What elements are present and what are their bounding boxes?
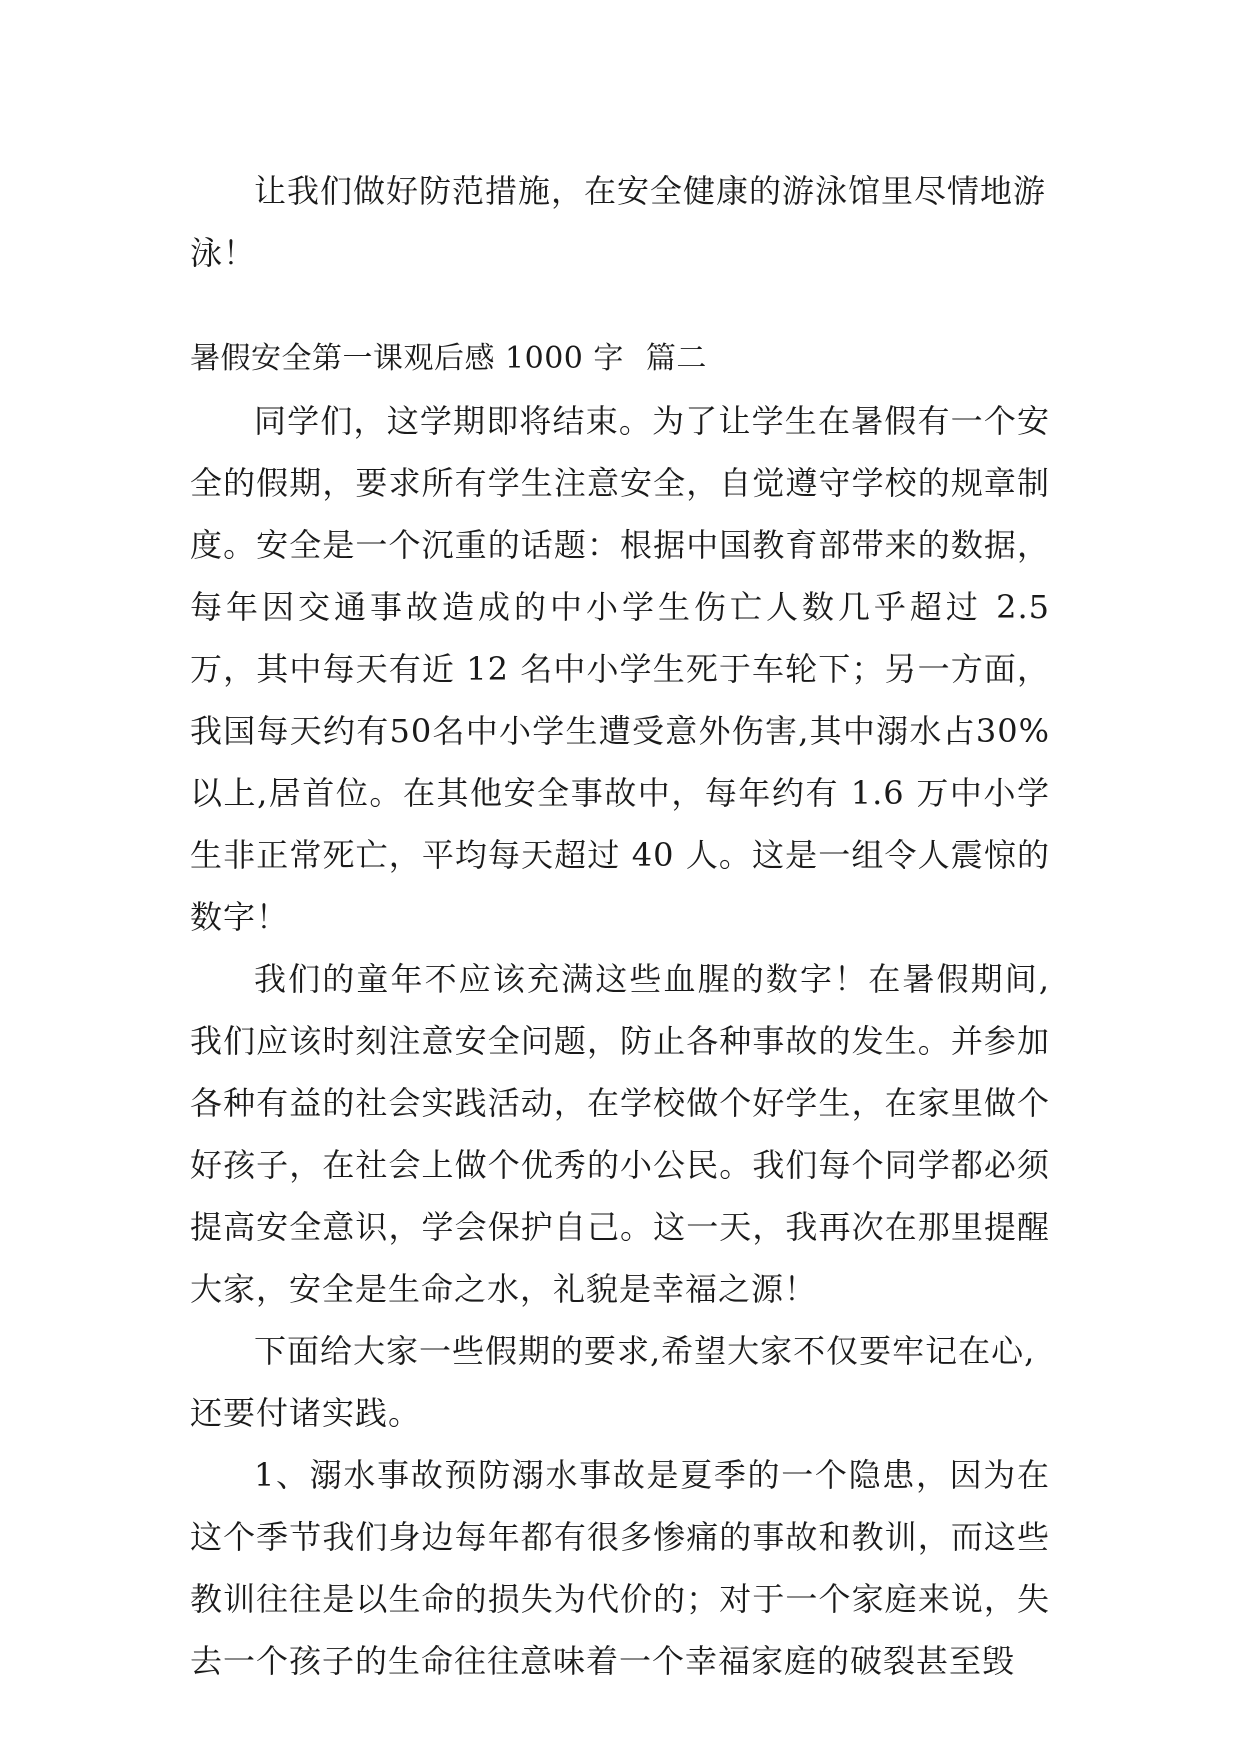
section-heading-title: 暑假安全第一课观后感 1000 字 [190, 341, 624, 376]
section-heading-suffix: 篇二 [645, 341, 707, 376]
document-body [190, 160, 1050, 1692]
body-paragraph: 下面给大家一些假期的要求,希望大家不仅要牢记在心, 还要付诸实践。 [190, 1332, 1036, 1432]
intro-paragraph: 让我们做好防范措施，在安全健康的游泳馆里尽情地游 泳！ [190, 172, 1047, 272]
body-paragraph: 我们的童年不应该充满这些血腥的数字！在暑假期间,我们应该时刻注意安全问题，防止各种事故的发生。并参加各种有益的社会实践活动，在学校做个好学生，在家里做个好孩子，在社会上做个优秀的小公民。我们每个同学都必须提高安全意识，学会保护自己。这一天，我再次在那里提醒大家，安全是生命之水，礼貌是幸福之源！ [190, 960, 1050, 1308]
section-heading [190, 328, 1050, 390]
body-paragraph: 1、溺水事故预防溺水事故是夏季的一个隐患，因为在这个季节我们身边每年都有很多惨痛的事故和教训，而这些教训往往是以生命的损失为代价的；对于一个家庭来说，失去一个孩子的生命往往意味着一个幸福家庭的破裂甚至毁 [190, 1456, 1050, 1680]
body-paragraph: 同学们，这学期即将结束。为了让学生在暑假有一个安全的假期，要求所有学生注意安全，自觉遵守学校的规章制度。安全是一个沉重的话题：根据中国教育部带来的数据，每年因交通事故造成的中小学生伤亡人数几乎超过 2.5 万，其中每天有近 12 名中小学生死于车轮下；另一方面，我国每天约有50名中小学生遭受意外伤害,其中溺水占30%以上,居首位。在其他安全事故中，每年约有 1.6 万中小学生非正常死亡，平均每天超过 40 人。这是一组令人震惊的数字！ [190, 402, 1050, 936]
